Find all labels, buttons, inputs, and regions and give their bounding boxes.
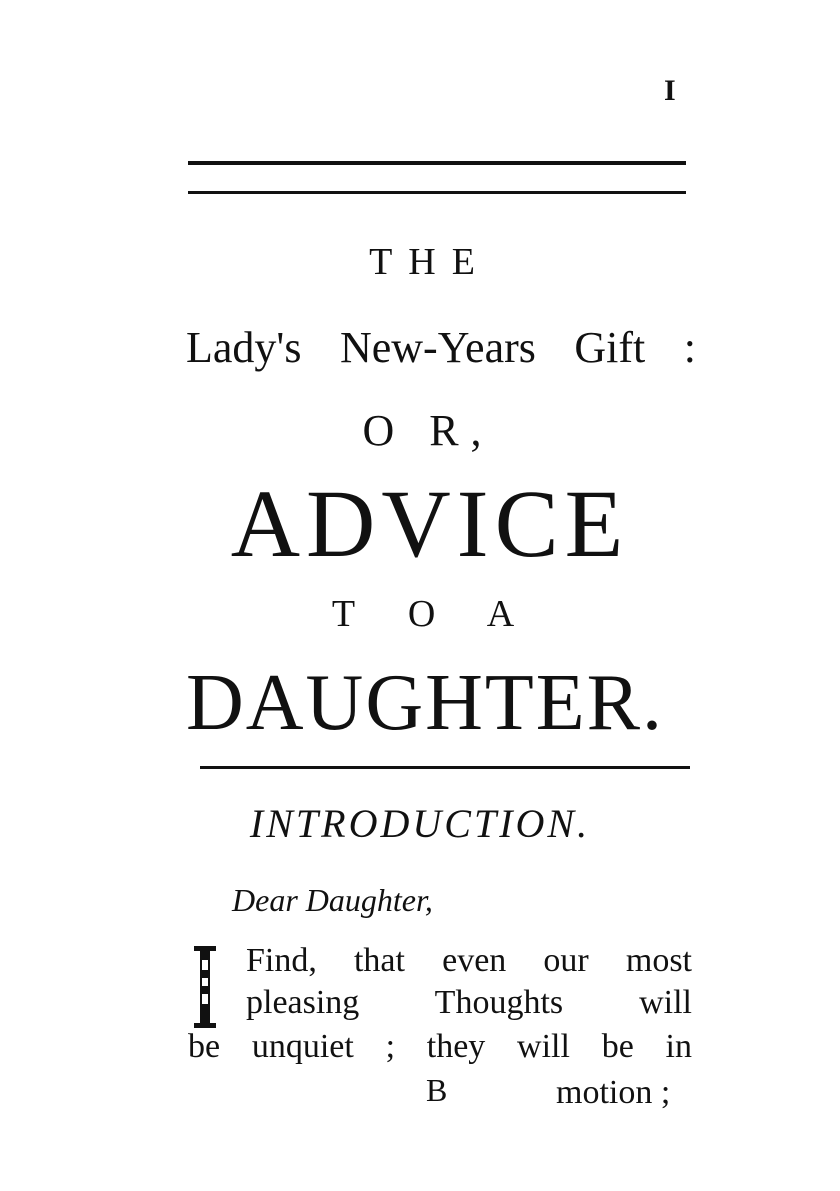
mid-rule: [200, 766, 690, 769]
signature-mark: B: [426, 1072, 448, 1108]
title-line-the: THE: [369, 241, 491, 283]
title-line-to-a: T O A: [331, 593, 537, 635]
body-line-1: Find, that even our most: [246, 942, 692, 979]
top-rule-thick: [188, 161, 686, 165]
title-line-or: O R,: [362, 406, 494, 455]
section-heading: INTRODUCTION.: [249, 801, 591, 846]
salutation: Dear Daughter,: [232, 882, 433, 918]
page-number: I: [664, 74, 676, 107]
body-line-3: be unquiet ; they will be in: [188, 1028, 692, 1065]
top-rule-thin: [188, 191, 686, 194]
title-line-new-years-gift: Lady's New-Years Gift :: [186, 323, 696, 372]
catchword: motion ;: [556, 1074, 671, 1111]
title-line-advice: ADVICE: [230, 470, 630, 577]
title-line-daughter: DAUGHTER.: [186, 659, 664, 747]
dropcap-i-ornament: [190, 946, 220, 1028]
body-line-2: pleasing Thoughts will: [246, 984, 692, 1021]
